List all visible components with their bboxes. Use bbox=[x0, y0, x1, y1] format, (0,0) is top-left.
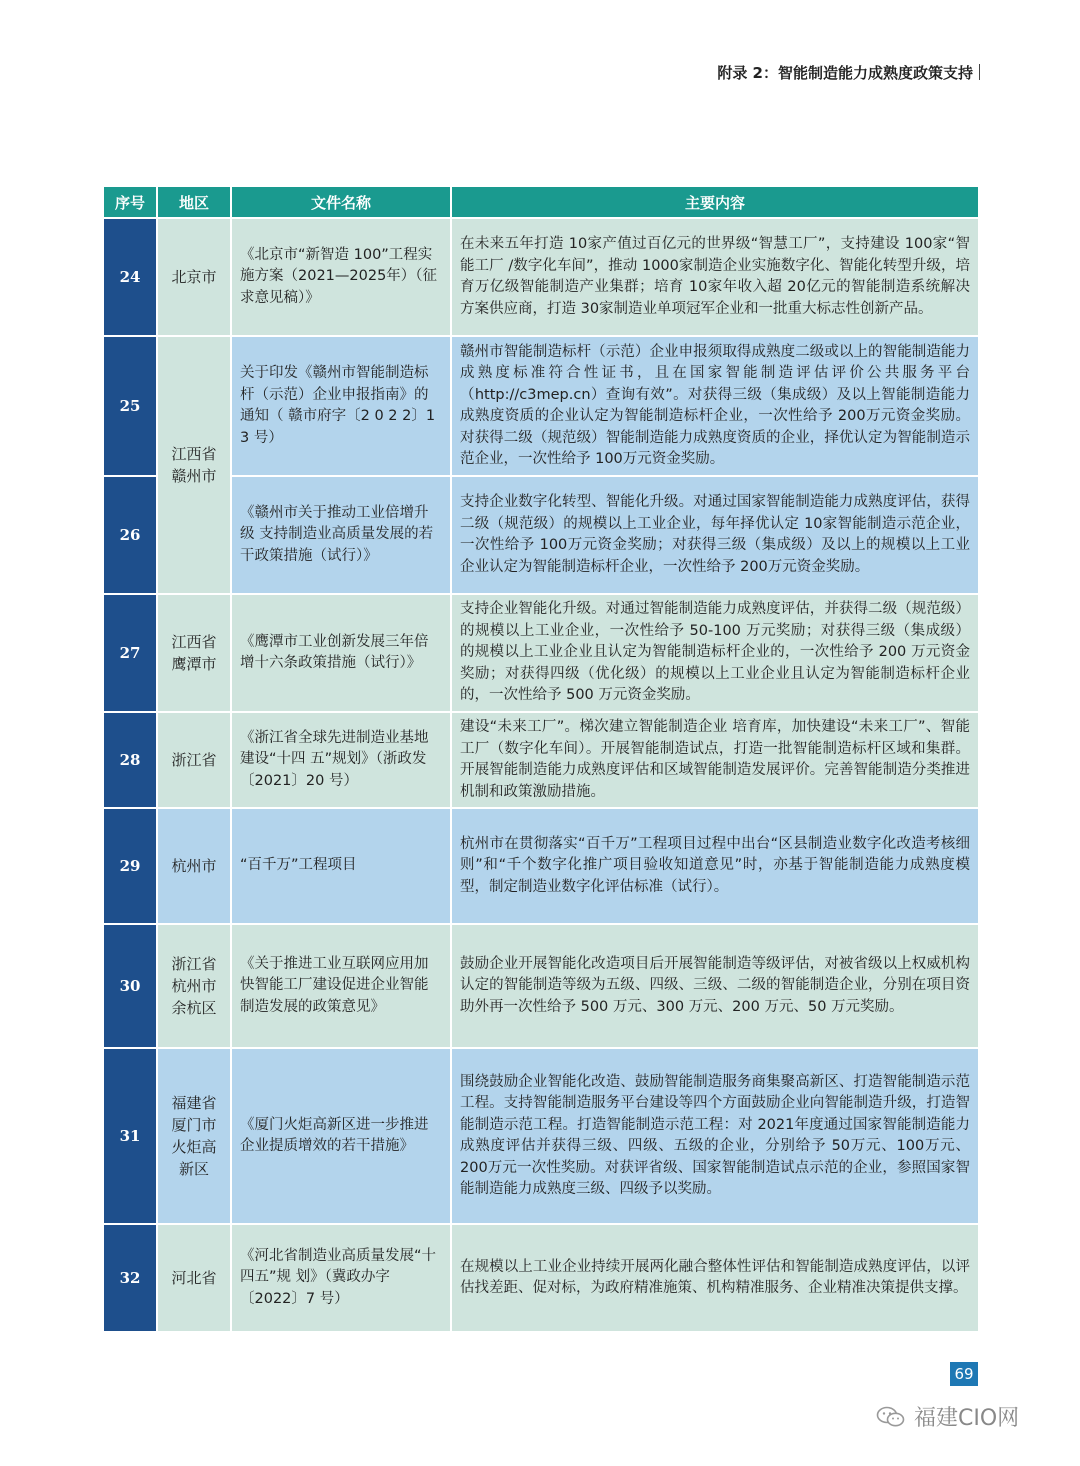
row-number: 24 bbox=[103, 218, 157, 336]
col-header-document: 文件名称 bbox=[231, 186, 451, 218]
page-header bbox=[717, 62, 980, 83]
watermark-text: 福建CIO网 bbox=[914, 1406, 1020, 1431]
row-content: 赣州市智能制造标杆（示范）企业申报须取得成熟度二级或以上的智能制造能力成熟度标准符合性证书，且在国家智能制造评估评价公共服务平台（http://c3mep.cn）查询有效”。对获得三级（集成级）及以上智能制造能力成熟度资质的企业认定为智能制造标杆企业，一次性给予 200万元资金奖励。对获得二级（规范级）智能制造能力成熟度资质的企业，择优认定为智能制造示范企业，一次性给予 100万元资金奖励。 bbox=[451, 336, 979, 476]
row-number: 25 bbox=[103, 336, 157, 476]
table-row bbox=[103, 808, 979, 924]
table-row bbox=[103, 1048, 979, 1224]
row-content: 建设“未来工厂”。梯次建立智能制造企业 培育库，加快建设“未来工厂”、智能工厂（数字化车间）。开展智能制造试点，打造一批智能制造标杆区域和集群。开展智能制造能力成熟度评估和区域智能制造发展评价。完善智能制造分类推进机制和政策激励措施。 bbox=[451, 712, 979, 808]
col-header-index: 序号 bbox=[103, 186, 157, 218]
row-number: 31 bbox=[103, 1048, 157, 1224]
row-document: 关于印发《赣州市智能制造标杆（示范）企业申报指南》的通知（ 赣市府字〔2 0 2 2〕1 3 号） bbox=[231, 336, 451, 476]
col-header-region: 地区 bbox=[157, 186, 231, 218]
policy-table bbox=[102, 185, 980, 1333]
table-row bbox=[103, 476, 979, 594]
header-divider bbox=[979, 64, 980, 80]
row-document: 《北京市“新智造 100”工程实施方案（2021—2025年）（征求意见稿）》 bbox=[231, 218, 451, 336]
wechat-icon bbox=[876, 1406, 906, 1428]
row-document: 《关于推进工业互联网应用加快智能工厂建设促进企业智能制造发展的政策意见》 bbox=[231, 924, 451, 1048]
col-header-content: 主要内容 bbox=[451, 186, 979, 218]
table-header-row bbox=[103, 186, 979, 218]
row-content: 杭州市在贯彻落实“百千万”工程项目过程中出台“区县制造业数字化改造考核细则”和“千个数字化推广项目验收知道意见”时，亦基于智能制造能力成熟度模型，制定制造业数字化评估标准（试行）。 bbox=[451, 808, 979, 924]
row-region: 福建省 厦门市 火炬高 新区 bbox=[157, 1048, 231, 1224]
row-region: 浙江省 bbox=[157, 712, 231, 808]
header-title: 附录 2：智能制造能力成熟度政策支持 bbox=[717, 64, 973, 82]
page-number: 69 bbox=[950, 1362, 978, 1386]
table-row bbox=[103, 712, 979, 808]
row-content: 支持企业智能化升级。对通过智能制造能力成熟度评估，并获得二级（规范级）的规模以上工业企业，一次性给予 50-100 万元奖励；对获得三级（集成级）的规模以上工业企业且认定为智能制造标杆企业的，一次性给予 200 万元资金奖励；对获得四级（优化级）的规模以上工业企业且认定为智能制造标杆企业的，一次性给予 500 万元资金奖励。 bbox=[451, 594, 979, 712]
row-content: 支持企业数字化转型、智能化升级。对通过国家智能制造能力成熟度评估，获得二级（规范级）的规模以上工业企业，每年择优认定 10家智能制造示范企业，一次性给予 100万元资金奖励；对获得三级（集成级）及以上的规模以上工业企业认定为智能制造标杆企业，一次性给予 200万元资金奖励。 bbox=[451, 476, 979, 594]
row-number: 26 bbox=[103, 476, 157, 594]
row-number: 28 bbox=[103, 712, 157, 808]
row-document: 《浙江省全球先进制造业基地建设“十四 五”规划》（浙政发〔2021〕20 号） bbox=[231, 712, 451, 808]
row-region: 江西省 鹰潭市 bbox=[157, 594, 231, 712]
table-row bbox=[103, 924, 979, 1048]
row-region: 河北省 bbox=[157, 1224, 231, 1332]
row-document: 《河北省制造业高质量发展“十四五”规 划》（冀政办字〔2022〕7 号） bbox=[231, 1224, 451, 1332]
row-document: 《赣州市关于推动工业倍增升级 支持制造业高质量发展的若干政策措施（试行）》 bbox=[231, 476, 451, 594]
table-row bbox=[103, 1224, 979, 1332]
row-content: 围绕鼓励企业智能化改造、鼓励智能制造服务商集聚高新区、打造智能制造示范工程。支持智能制造服务平台建设等四个方面鼓励企业向智能制造升级，打造智能制造示范工程。打造智能制造示范工程：对 2021年度通过国家智能制造能力成熟度评估并获得三级、四级、五级的企业，分别给予 50万元、100万元、200万元一次性奖励。对获评省级、国家智能制造试点示范的企业，参照国家智能制造能力成熟度三级、四级予以奖励。 bbox=[451, 1048, 979, 1224]
row-document: 《厦门火炬高新区进一步推进企业提质增效的若干措施》 bbox=[231, 1048, 451, 1224]
row-region: 浙江省 杭州市 余杭区 bbox=[157, 924, 231, 1048]
row-content: 鼓励企业开展智能化改造项目后开展智能制造等级评估，对被省级以上权威机构认定的智能制造等级为五级、四级、三级、二级的智能制造企业，分别在项目资助外再一次性给予 500 万元、300 万元、200 万元、50 万元奖励。 bbox=[451, 924, 979, 1048]
table-row bbox=[103, 336, 979, 476]
row-content: 在未来五年打造 10家产值过百亿元的世界级“智慧工厂”，支持建设 100家“智能工厂 /数字化车间”，推动 1000家制造企业实施数字化、智能化转型升级，培育万亿级智能制造产业集群；培育 10家年收入超 20亿元的智能制造系统解决方案供应商，打造 30家制造业单项冠军企业和一批重大标志性创新产品。 bbox=[451, 218, 979, 336]
row-content: 在规模以上工业企业持续开展两化融合整体性评估和智能制造成熟度评估，以评估找差距、促对标，为政府精准施策、机构精准服务、企业精准决策提供支撑。 bbox=[451, 1224, 979, 1332]
row-number: 29 bbox=[103, 808, 157, 924]
watermark bbox=[876, 1401, 1019, 1432]
row-region: 杭州市 bbox=[157, 808, 231, 924]
row-region: 江西省 赣州市 bbox=[157, 336, 231, 594]
row-document: 《鹰潭市工业创新发展三年倍增十六条政策措施（试行）》 bbox=[231, 594, 451, 712]
row-number: 30 bbox=[103, 924, 157, 1048]
row-number: 32 bbox=[103, 1224, 157, 1332]
row-region: 北京市 bbox=[157, 218, 231, 336]
table-row bbox=[103, 218, 979, 336]
row-document: “百千万”工程项目 bbox=[231, 808, 451, 924]
table-row bbox=[103, 594, 979, 712]
row-number: 27 bbox=[103, 594, 157, 712]
